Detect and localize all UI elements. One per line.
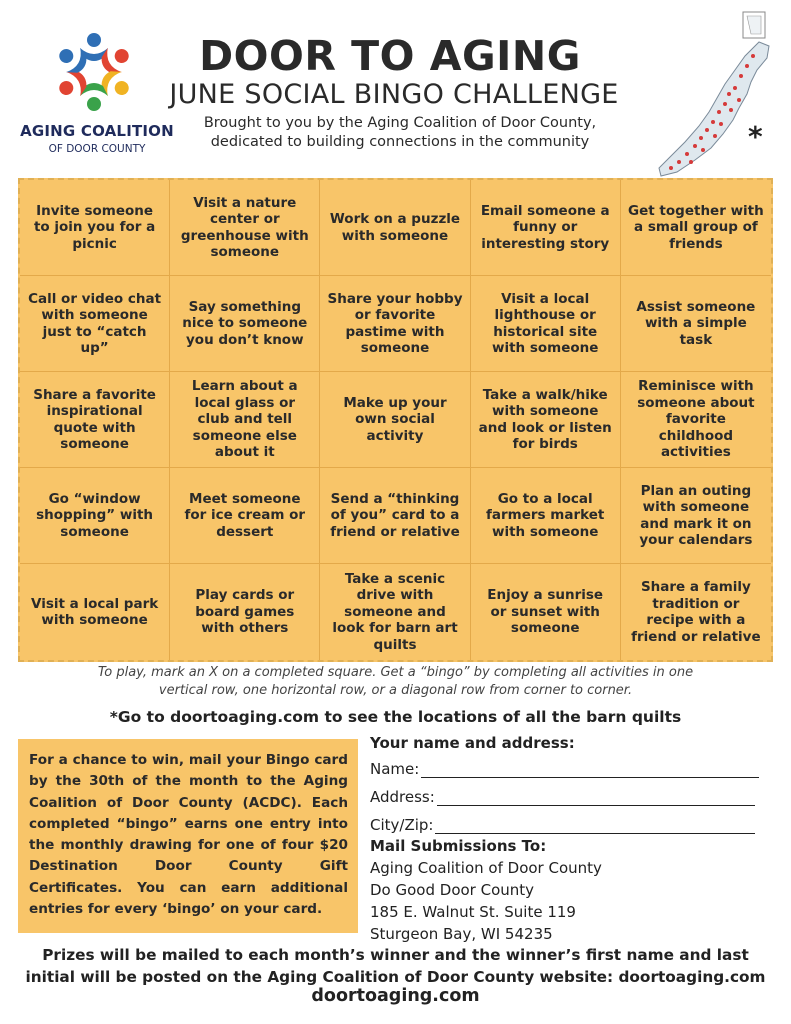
name-write-line[interactable] <box>421 761 759 778</box>
bingo-square[interactable]: Visit a local lighthouse or historical site with someone <box>471 276 621 372</box>
mail-line-partner: Do Good Door County <box>370 881 535 899</box>
tagline-line-2: dedicated to building connections in the community <box>210 134 590 150</box>
address-form-title: Your name and address: <box>370 734 575 752</box>
org-subtitle: OF DOOR COUNTY <box>48 143 146 155</box>
bingo-square[interactable]: Meet someone for ice cream or dessert <box>170 468 320 564</box>
city-zip-label: City/Zip: <box>370 816 434 834</box>
bingo-square[interactable]: Visit a nature center or greenhouse with someone <box>170 180 320 276</box>
bingo-square[interactable]: Share a family tradition or recipe with a friend or relative <box>631 579 761 645</box>
mail-submissions-title: Mail Submissions To: <box>370 837 547 855</box>
address-label: Address: <box>370 788 435 806</box>
mail-line-org: Aging Coalition of Door County <box>370 859 602 877</box>
instructions <box>40 664 751 700</box>
bingo-square[interactable]: Play cards or board games with others <box>170 564 320 660</box>
bingo-square[interactable]: Take a scenic drive with someone and look for barn art quilts <box>320 564 470 660</box>
aging-coalition-logo <box>50 28 138 116</box>
peninsula-shape <box>659 42 769 176</box>
barn-quilt-note: *Go to doortoaging.com to see the locations of all the barn quilts <box>109 708 682 726</box>
instructions-line-2: vertical row, one horizontal row, or a diagonal row from corner to corner. <box>158 683 633 698</box>
bingo-square[interactable]: Make up your own social activity <box>320 372 470 468</box>
city-zip-write-line[interactable] <box>435 817 755 834</box>
bingo-square[interactable]: Email someone a funny or interesting story <box>471 180 621 276</box>
prizes-line-1: Prizes will be mailed to each month’s winner and the winner’s first name and last <box>42 946 749 964</box>
bingo-square[interactable]: Get together with a small group of friends <box>621 180 771 276</box>
bingo-square[interactable]: Reminisce with someone about favorite childhood activities <box>621 372 771 468</box>
bingo-square[interactable]: Send a “thinking of you” card to a friend or relative <box>320 468 470 564</box>
page-title: DOOR TO AGING <box>199 32 581 80</box>
bingo-square[interactable]: Visit a local park with someone <box>20 564 170 660</box>
prize-info-box: For a chance to win, mail your Bingo card by the 30th of the month to the Aging Coalition of Door County (ACDC). Each completed “bingo” earns one entry into the monthly drawing for one of four $20 Destination Door County Gift Certificates. You can earn additional entries for every ‘bingo’ on your card. <box>18 739 358 933</box>
page-subtitle: JUNE SOCIAL BINGO CHALLENGE <box>169 79 619 110</box>
bingo-square[interactable]: Invite someone to join you for a picnic <box>20 180 170 276</box>
name-label: Name: <box>370 760 420 778</box>
bingo-square[interactable]: Work on a puzzle with someone <box>320 180 470 276</box>
mail-line-city: Sturgeon Bay, WI 54235 <box>370 925 553 943</box>
bingo-square[interactable]: Go “window shopping” with someone <box>20 468 170 564</box>
bingo-square[interactable]: Say something nice to someone you don’t know <box>170 276 320 372</box>
instructions-line-1: To play, mark an X on a completed square. Get a “bingo” by completing all activities in one <box>97 665 694 680</box>
bingo-square[interactable]: Enjoy a sunrise or sunset with someone <box>471 564 621 660</box>
prizes-line-2: initial will be posted on the Aging Coalition of Door County website: doortoaging.com <box>25 968 766 986</box>
org-name: AGING COALITION <box>20 122 174 140</box>
prizes-note <box>16 944 775 988</box>
address-write-line[interactable] <box>437 789 755 806</box>
tagline <box>172 114 628 152</box>
name-field[interactable] <box>370 760 759 778</box>
map-asterisk: * <box>748 120 763 153</box>
tagline-line-1: Brought to you by the Aging Coalition of Door County, <box>203 115 597 131</box>
bingo-square[interactable]: Plan an outing with someone and mark it on your calendars <box>621 468 771 564</box>
bingo-square[interactable]: Go to a local farmers market with someone <box>471 468 621 564</box>
address-field[interactable] <box>370 788 755 806</box>
bingo-square[interactable]: Call or video chat with someone just to “catch up” <box>20 276 170 372</box>
bingo-square[interactable]: Assist someone with a simple task <box>621 276 771 372</box>
bingo-square[interactable]: Learn about a local glass or club and tell someone else about it <box>170 372 320 468</box>
bingo-square[interactable]: Take a walk/hike with someone and look or listen for birds <box>471 372 621 468</box>
footer-website-link[interactable]: doortoaging.com <box>311 986 480 1006</box>
bingo-grid <box>18 178 773 662</box>
mail-line-street: 185 E. Walnut St. Suite 119 <box>370 903 576 921</box>
bingo-square[interactable]: Share your hobby or favorite pastime with someone <box>320 276 470 372</box>
city-zip-field[interactable] <box>370 816 755 834</box>
bingo-square[interactable]: Share a favorite inspirational quote with someone <box>20 372 170 468</box>
